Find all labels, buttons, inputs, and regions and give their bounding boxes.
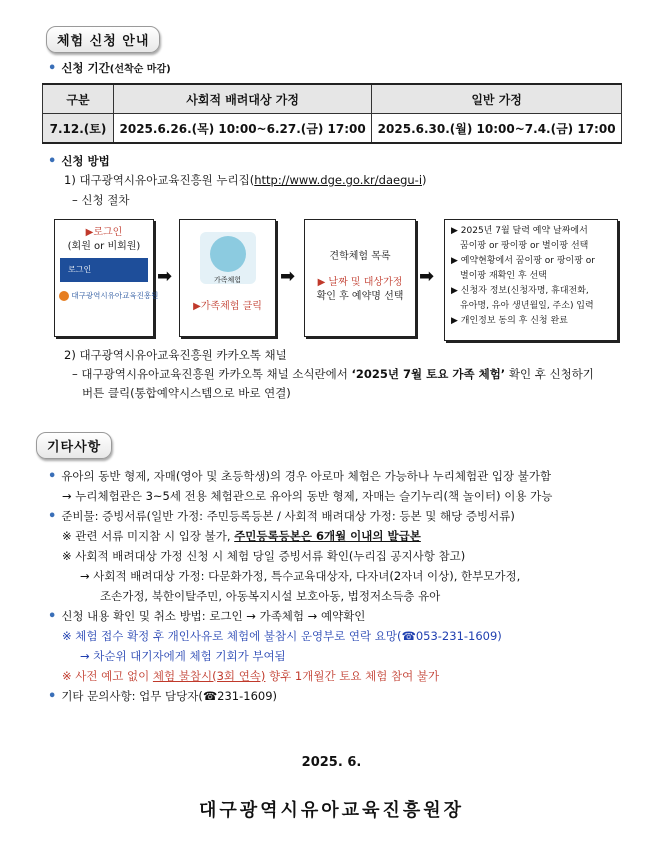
reserve-step: ▶ 개인정보 동의 후 신청 완료 bbox=[451, 316, 568, 326]
arrow-icon: ➡ bbox=[419, 266, 435, 287]
note-1-sub: → 누리체험관은 3~5세 전용 체험관으로 유아의 동반 형제, 자매는 슬기누리(책 놀이터) 이용 가능 bbox=[62, 489, 553, 503]
schedule-table bbox=[42, 83, 622, 144]
flow-box-family: 가족체험 ▶가족체험 클릭 bbox=[179, 219, 276, 337]
reserve-step: 유아명, 유아 생년월일, 주소) 입력 bbox=[460, 301, 594, 311]
note-2-sub-3b: 조손가정, 북한이탈주민, 아동복지시설 보호아동, 법정저소득층 유아 bbox=[100, 589, 441, 603]
section-tag-application: 체험 신청 안내 bbox=[46, 26, 160, 53]
table-cell: 2025.6.30.(월) 10:00~7.4.(금) 17:00 bbox=[372, 114, 622, 144]
method-item-2: 2) 대구광역시유아교육진흥원 카카오톡 채널 bbox=[64, 348, 287, 362]
table-header: 사회적 배려대상 가정 bbox=[114, 84, 372, 114]
note-2-sub-2: ※ 사회적 배려대상 가정 신청 시 체험 당일 증빙서류 확인(누리집 공지사항 참고) bbox=[62, 549, 466, 563]
method-item-1: 1) 대구광역시유아교육진흥원 누리집(http://www.dge.go.kr/daegu-i) bbox=[64, 173, 427, 187]
section-tag-etc: 기타사항 bbox=[36, 432, 112, 459]
arrow-icon: ➡ bbox=[280, 266, 296, 287]
reserve-step: 꿈이팡 or 팡이팡 or 별이팡 선택 bbox=[460, 241, 589, 251]
note-4: • 기타 문의사항: 업무 담당자(☎231-1609) bbox=[48, 689, 278, 704]
reserve-step: ▶ 예약현황에서 꿈이팡 or 팡이팡 or bbox=[451, 256, 595, 266]
note-3-sub-3: ※ 사전 예고 없이 체험 불참시(3회 연속) 향후 1개월간 토요 체험 참여 불가 bbox=[62, 669, 440, 683]
institute-logo: 대구광역시유아교육진흥원 bbox=[59, 290, 149, 301]
table-cell: 2025.6.26.(목) 10:00~6.27.(금) 17:00 bbox=[114, 114, 372, 144]
reserve-step: ▶ 신청자 정보(신청자명, 휴대전화, bbox=[451, 286, 589, 296]
flow-box-list: 견학체험 목록 ▶ 날짜 및 대상가정 확인 후 예약명 선택 bbox=[304, 219, 416, 337]
note-2: • 준비물: 증빙서류(일반 가정: 주민등록등본 / 사회적 배려대상 가정: 등본 및 해당 증빙서류) bbox=[48, 509, 515, 524]
table-header: 구분 bbox=[43, 84, 114, 114]
flow-box-login: ▶로그인 (회원 or 비회원) 로그인 대구광역시유아교육진흥원 bbox=[54, 219, 154, 337]
note-1: • 유아의 동반 형제, 자매(영아 및 초등학생)의 경우 아로마 체험은 가능하나 누리체험관 입장 불가함 bbox=[48, 469, 552, 484]
website-link[interactable]: http://www.dge.go.kr/daegu-i bbox=[254, 173, 423, 187]
document-date: 2025. 6. bbox=[301, 755, 362, 770]
family-experience-icon: 가족체험 bbox=[200, 232, 256, 284]
method-item-2-desc: – 대구광역시유아교육진흥원 카카오톡 채널 소식란에서 ‘2025년 7월 토요 가족 체험’ 확인 후 신청하기 bbox=[72, 367, 594, 381]
note-3-sub-1: ※ 체험 접수 확정 후 개인사유로 체험에 불참시 운영부로 연락 요망(☎053-231-1609) bbox=[62, 629, 502, 643]
reserve-step: 별이팡 재확인 후 선택 bbox=[460, 271, 547, 281]
note-3: • 신청 내용 확인 및 취소 방법: 로그인 → 가족체험 → 예약확인 bbox=[48, 609, 366, 624]
table-cell: 7.12.(토) bbox=[43, 114, 114, 144]
method-heading: • 신청 방법 bbox=[48, 154, 110, 169]
flow-box-reserve bbox=[444, 219, 618, 341]
signature: 대구광역시유아교육진흥원장 bbox=[198, 800, 465, 821]
arrow-icon: ➡ bbox=[157, 266, 173, 287]
table-header: 일반 가정 bbox=[372, 84, 622, 114]
method-item-2-desc-2: 버튼 클릭(통합예약시스템으로 바로 연결) bbox=[82, 386, 291, 400]
note-2-sub-1: ※ 관련 서류 미지참 시 입장 불가, 주민등록등본은 6개월 이내의 발급본 bbox=[62, 529, 421, 543]
logo-icon bbox=[59, 291, 69, 301]
period-heading: • 신청 기간(선착순 마감) bbox=[48, 61, 171, 76]
note-3-sub-2: → 차순위 대기자에게 체험 기회가 부여됨 bbox=[80, 649, 286, 663]
reserve-step: ▶ 2025년 7월 달력 예약 날짜에서 bbox=[451, 226, 588, 236]
note-2-sub-3: → 사회적 배려대상 가정: 다문화가정, 특수교육대상자, 다자녀(2자녀 이상), 한부모가정, bbox=[80, 569, 521, 583]
procedure-label: – 신청 절차 bbox=[72, 193, 130, 207]
login-image: 로그인 bbox=[60, 258, 148, 282]
